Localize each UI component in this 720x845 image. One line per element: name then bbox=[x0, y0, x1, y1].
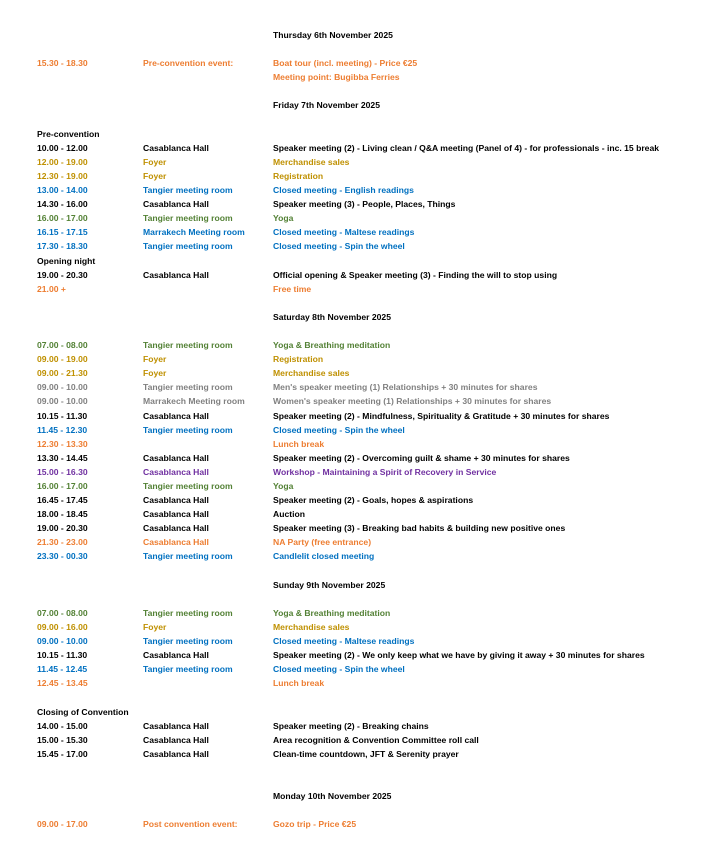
event-cell: Women's speaker meeting (1) Relationships + 30 minutes for shares bbox=[273, 396, 552, 407]
time-cell: 10.00 - 12.00 bbox=[37, 142, 88, 153]
location-cell: Tangier meeting room bbox=[143, 241, 233, 252]
event-cell: Lunch break bbox=[273, 678, 325, 689]
schedule-row bbox=[0, 817, 720, 831]
day-heading: Thursday 6th November 2025 bbox=[273, 30, 393, 40]
schedule-row bbox=[0, 141, 720, 155]
time-cell: 15.30 - 18.30 bbox=[37, 58, 88, 69]
day-heading: Saturday 8th November 2025 bbox=[273, 311, 391, 322]
event-cell: Speaker meeting (2) - We only keep what we have by giving it away + 30 minutes for shares bbox=[273, 650, 645, 661]
schedule-row bbox=[0, 239, 720, 253]
time-cell: 19.00 - 20.30 bbox=[37, 523, 88, 534]
convention-schedule bbox=[0, 28, 720, 831]
schedule-row bbox=[0, 676, 720, 690]
location-cell: Casablanca Hall bbox=[143, 452, 209, 463]
schedule-row bbox=[0, 493, 720, 507]
time-cell: 18.00 - 18.45 bbox=[37, 509, 88, 520]
location-cell: Tangier meeting room bbox=[143, 551, 233, 562]
event-cell: Closed meeting - Spin the wheel bbox=[273, 424, 405, 435]
location-cell: Casablanca Hall bbox=[143, 720, 209, 731]
event-cell: Speaker meeting (3) - People, Places, Things bbox=[273, 199, 456, 210]
location-cell: Tangier meeting room bbox=[143, 424, 233, 435]
event-cell: Closed meeting - Maltese readings bbox=[273, 227, 415, 238]
event-cell: Free time bbox=[273, 283, 312, 294]
event-cell: Workshop - Maintaining a Spirit of Recovery in Service bbox=[273, 466, 497, 477]
time-cell: 12.30 - 13.30 bbox=[37, 438, 88, 449]
schedule-row bbox=[0, 535, 720, 549]
event-cell: Meeting point: Bugibba Ferries bbox=[273, 72, 400, 83]
location-cell: Casablanca Hall bbox=[143, 495, 209, 506]
schedule-row bbox=[0, 197, 720, 211]
location-cell: Post convention event: bbox=[143, 819, 238, 830]
section-label-row bbox=[0, 127, 720, 141]
schedule-row bbox=[0, 366, 720, 380]
location-cell: Casablanca Hall bbox=[143, 466, 209, 477]
event-cell: Closed meeting - Spin the wheel bbox=[273, 664, 405, 675]
spacer-row bbox=[0, 324, 720, 338]
location-cell: Foyer bbox=[143, 170, 167, 181]
spacer-row bbox=[0, 84, 720, 98]
time-cell: 16.00 - 17.00 bbox=[37, 481, 88, 491]
event-cell: Speaker meeting (3) - Breaking bad habits & building new positive ones bbox=[273, 523, 566, 534]
day-heading-row bbox=[0, 98, 720, 112]
day-heading-row bbox=[0, 578, 720, 592]
time-cell: 15.45 - 17.00 bbox=[37, 748, 88, 759]
section-label: Closing of Convention bbox=[37, 706, 129, 717]
spacer-row bbox=[0, 761, 720, 789]
location-cell: Tangier meeting room bbox=[143, 664, 233, 675]
event-cell: Merchandise sales bbox=[273, 368, 350, 379]
event-cell: Yoga bbox=[273, 213, 294, 224]
time-cell: 23.30 - 00.30 bbox=[37, 551, 88, 562]
location-cell: Pre-convention event: bbox=[143, 58, 234, 69]
time-cell: 09.00 - 21.30 bbox=[37, 368, 88, 379]
schedule-row bbox=[0, 634, 720, 648]
time-cell: 07.00 - 08.00 bbox=[37, 340, 88, 351]
schedule-row bbox=[0, 380, 720, 394]
event-cell: Yoga bbox=[273, 481, 294, 491]
location-cell: Tangier meeting room bbox=[143, 185, 233, 196]
time-cell: 10.15 - 11.30 bbox=[37, 650, 88, 661]
schedule-row bbox=[0, 719, 720, 733]
schedule-row bbox=[0, 747, 720, 761]
event-cell: Gozo trip - Price €25 bbox=[273, 819, 357, 830]
schedule-row bbox=[0, 451, 720, 465]
time-cell: 15.00 - 15.30 bbox=[37, 734, 88, 745]
section-label-row bbox=[0, 705, 720, 719]
event-cell: Speaker meeting (2) - Mindfulness, Spirituality & Gratitude + 30 minutes for shares bbox=[273, 410, 610, 421]
location-cell: Marrakech Meeting room bbox=[143, 227, 245, 238]
time-cell: 09.00 - 17.00 bbox=[37, 819, 88, 830]
event-cell: Auction bbox=[273, 509, 305, 520]
location-cell: Tangier meeting room bbox=[143, 481, 233, 491]
location-cell: Tangier meeting room bbox=[143, 213, 233, 224]
location-cell: Tangier meeting room bbox=[143, 607, 233, 618]
schedule-row bbox=[0, 282, 720, 296]
event-cell: Clean-time countdown, JFT & Serenity prayer bbox=[273, 748, 459, 759]
schedule-row bbox=[0, 733, 720, 747]
location-cell: Casablanca Hall bbox=[143, 537, 209, 548]
time-cell: 21.30 - 23.00 bbox=[37, 537, 88, 548]
time-cell: 19.00 - 20.30 bbox=[37, 269, 88, 280]
location-cell: Tangier meeting room bbox=[143, 636, 233, 647]
time-cell: 14.30 - 16.00 bbox=[37, 199, 88, 210]
time-cell: 11.45 - 12.30 bbox=[37, 424, 88, 435]
event-cell: Closed meeting - Maltese readings bbox=[273, 636, 415, 647]
location-cell: Casablanca Hall bbox=[143, 410, 209, 421]
event-cell: Official opening & Speaker meeting (3) - Finding the will to stop using bbox=[273, 269, 558, 280]
schedule-row bbox=[0, 169, 720, 183]
spacer-row bbox=[0, 803, 720, 817]
schedule-row bbox=[0, 56, 720, 70]
time-cell: 07.00 - 08.00 bbox=[37, 607, 88, 618]
schedule-row bbox=[0, 155, 720, 169]
time-cell: 14.00 - 15.00 bbox=[37, 720, 88, 731]
time-cell: 09.00 - 16.00 bbox=[37, 621, 88, 632]
day-heading-row bbox=[0, 789, 720, 803]
event-cell: Closed meeting - Spin the wheel bbox=[273, 241, 405, 252]
schedule-row bbox=[0, 549, 720, 563]
spacer-row bbox=[0, 690, 720, 704]
schedule-row bbox=[0, 225, 720, 239]
event-cell: Yoga & Breathing meditation bbox=[273, 340, 391, 351]
event-cell: Speaker meeting (2) - Goals, hopes & aspirations bbox=[273, 495, 474, 506]
schedule-row bbox=[0, 423, 720, 437]
schedule-row bbox=[0, 409, 720, 423]
section-label-row bbox=[0, 254, 720, 268]
event-cell: Registration bbox=[273, 354, 324, 365]
location-cell: Foyer bbox=[143, 621, 167, 632]
location-cell: Casablanca Hall bbox=[143, 734, 209, 745]
schedule-row bbox=[0, 437, 720, 451]
location-cell: Foyer bbox=[143, 354, 167, 365]
event-cell: Merchandise sales bbox=[273, 621, 350, 632]
schedule-row bbox=[0, 211, 720, 225]
day-heading: Monday 10th November 2025 bbox=[273, 791, 392, 802]
time-cell: 10.15 - 11.30 bbox=[37, 410, 88, 421]
schedule-row bbox=[0, 394, 720, 408]
time-cell: 12.30 - 19.00 bbox=[37, 170, 88, 181]
schedule-row bbox=[0, 606, 720, 620]
section-label: Pre-convention bbox=[37, 128, 100, 139]
event-cell: Registration bbox=[273, 170, 324, 181]
event-cell: Speaker meeting (2) - Breaking chains bbox=[273, 720, 429, 731]
schedule-row bbox=[0, 183, 720, 197]
time-cell: 11.45 - 12.45 bbox=[37, 664, 88, 675]
location-cell: Casablanca Hall bbox=[143, 748, 209, 759]
location-cell: Casablanca Hall bbox=[143, 199, 209, 210]
schedule-row bbox=[0, 70, 720, 84]
location-cell: Casablanca Hall bbox=[143, 142, 209, 153]
time-cell: 09.00 - 10.00 bbox=[37, 636, 88, 647]
time-cell: 16.15 - 17.15 bbox=[37, 227, 88, 238]
day-heading-row bbox=[0, 28, 720, 42]
event-cell: Closed meeting - English readings bbox=[273, 185, 414, 196]
schedule-row bbox=[0, 268, 720, 282]
event-cell: Yoga & Breathing meditation bbox=[273, 607, 391, 618]
time-cell: 12.00 - 19.00 bbox=[37, 156, 88, 167]
location-cell: Casablanca Hall bbox=[143, 509, 209, 520]
time-cell: 09.00 - 10.00 bbox=[37, 396, 88, 407]
time-cell: 13.00 - 14.00 bbox=[37, 185, 88, 196]
spacer-row bbox=[0, 564, 720, 578]
event-cell: Merchandise sales bbox=[273, 156, 350, 167]
location-cell: Foyer bbox=[143, 368, 167, 379]
event-cell: NA Party (free entrance) bbox=[273, 537, 372, 548]
spacer-row bbox=[0, 42, 720, 56]
schedule-row bbox=[0, 648, 720, 662]
time-cell: 17.30 - 18.30 bbox=[37, 241, 88, 252]
schedule-row bbox=[0, 479, 720, 493]
schedule-row bbox=[0, 662, 720, 676]
spacer-row bbox=[0, 113, 720, 127]
location-cell: Casablanca Hall bbox=[143, 650, 209, 661]
event-cell: Speaker meeting (2) - Living clean / Q&A meeting (Panel of 4) - for professionals - inc. 15 break bbox=[273, 142, 660, 153]
day-heading-row bbox=[0, 310, 720, 324]
schedule-row bbox=[0, 338, 720, 352]
schedule-row bbox=[0, 465, 720, 479]
location-cell: Casablanca Hall bbox=[143, 523, 209, 534]
time-cell: 21.00 + bbox=[37, 283, 66, 294]
location-cell: Tangier meeting room bbox=[143, 382, 233, 393]
time-cell: 13.30 - 14.45 bbox=[37, 452, 88, 463]
time-cell: 15.00 - 16.30 bbox=[37, 466, 88, 477]
spacer-row bbox=[0, 296, 720, 310]
time-cell: 12.45 - 13.45 bbox=[37, 678, 88, 689]
location-cell: Marrakech Meeting room bbox=[143, 396, 245, 407]
time-cell: 16.45 - 17.45 bbox=[37, 495, 88, 506]
schedule-row bbox=[0, 352, 720, 366]
event-cell: Area recognition & Convention Committee roll call bbox=[273, 734, 479, 745]
event-cell: Speaker meeting (2) - Overcoming guilt & shame + 30 minutes for shares bbox=[273, 452, 570, 463]
time-cell: 09.00 - 10.00 bbox=[37, 382, 88, 393]
schedule-row bbox=[0, 620, 720, 634]
time-cell: 16.00 - 17.00 bbox=[37, 213, 88, 224]
section-label: Opening night bbox=[37, 255, 96, 266]
schedule-row bbox=[0, 507, 720, 521]
spacer-row bbox=[0, 592, 720, 606]
event-cell: Candlelit closed meeting bbox=[273, 551, 375, 562]
schedule-row bbox=[0, 521, 720, 535]
location-cell: Foyer bbox=[143, 156, 167, 167]
event-cell: Boat tour (incl. meeting) - Price €25 bbox=[273, 58, 418, 69]
day-heading: Sunday 9th November 2025 bbox=[273, 579, 386, 590]
day-heading: Friday 7th November 2025 bbox=[273, 100, 380, 111]
time-cell: 09.00 - 19.00 bbox=[37, 354, 88, 365]
location-cell: Tangier meeting room bbox=[143, 340, 233, 351]
event-cell: Lunch break bbox=[273, 438, 325, 449]
event-cell: Men's speaker meeting (1) Relationships + 30 minutes for shares bbox=[273, 382, 538, 393]
location-cell: Casablanca Hall bbox=[143, 269, 209, 280]
